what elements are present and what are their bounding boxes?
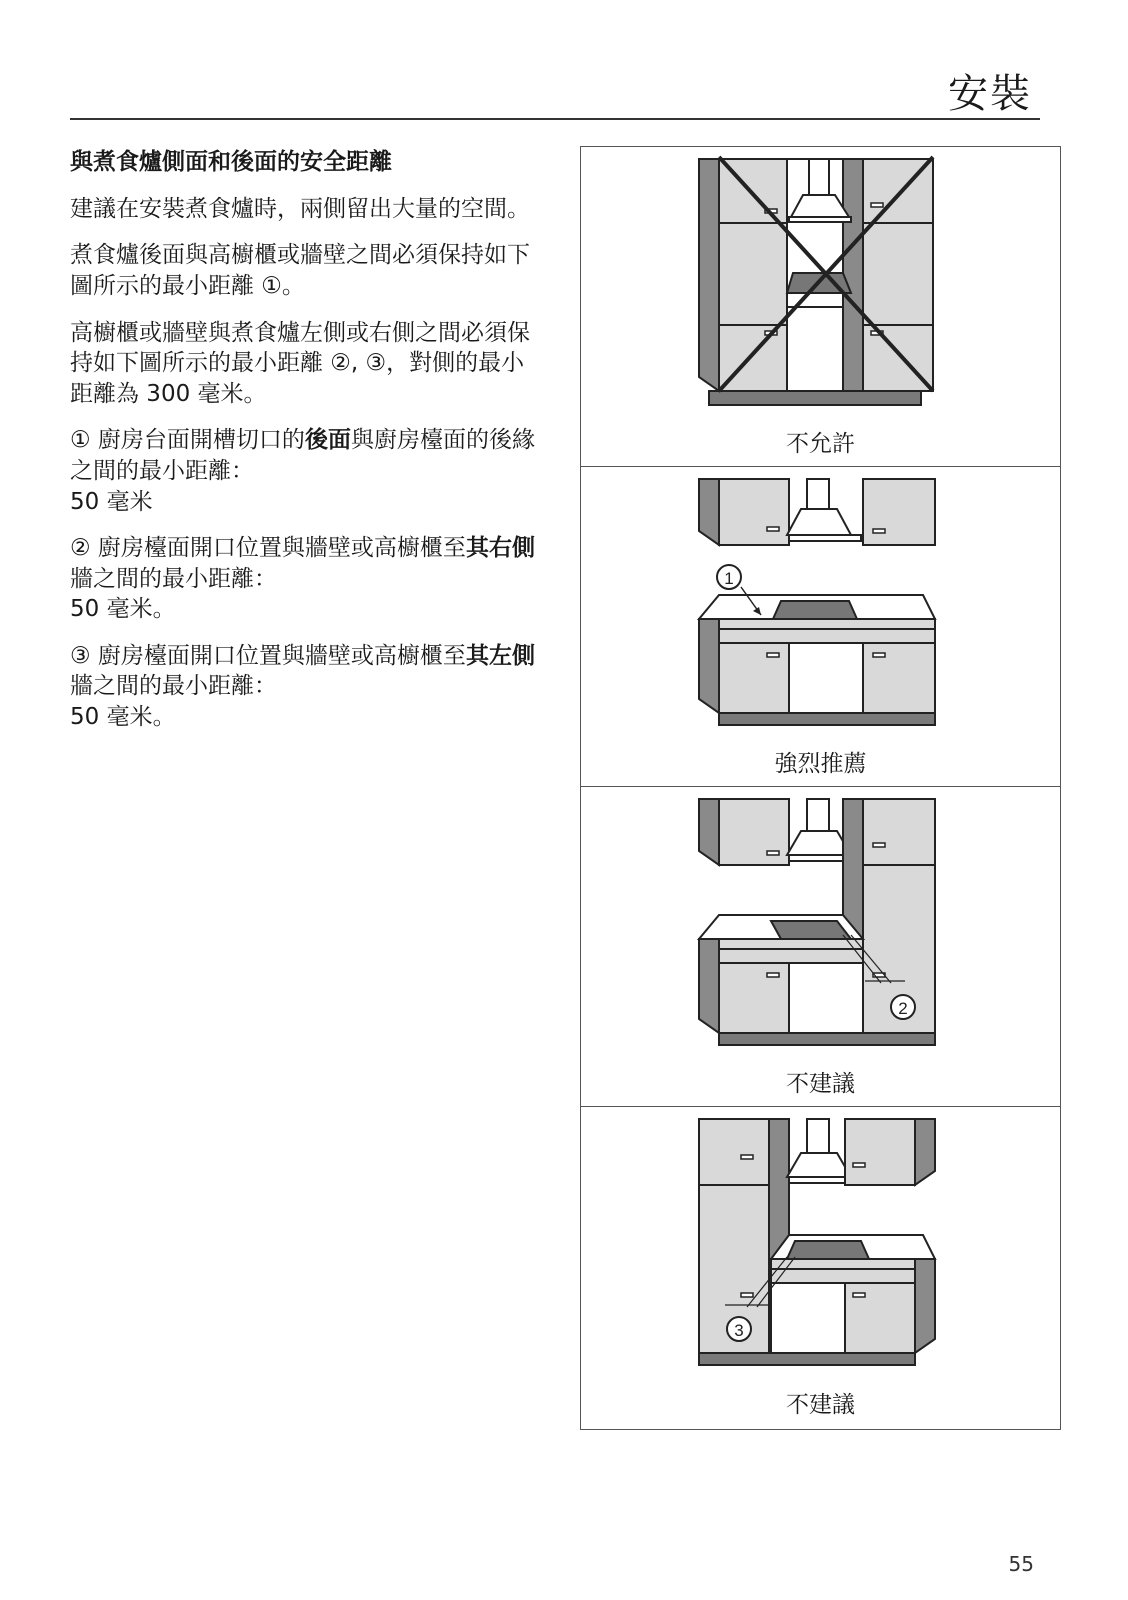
panel-caption-not-recommended-right: 不建議 xyxy=(786,1071,855,1097)
page-header-title: 安裝 xyxy=(948,71,1032,117)
instructions-column xyxy=(70,140,538,749)
illustration-not-allowed xyxy=(581,147,1061,467)
paragraph-rear-distance: 煮食爐後面與高櫥櫃或牆壁之間必須保持如下圖所示的最小距離 ①。 xyxy=(70,242,530,300)
callout-1-label: 1 xyxy=(724,569,734,588)
marker-1: ① xyxy=(70,427,91,454)
panel-caption-not-recommended-left: 不建議 xyxy=(786,1392,855,1418)
page-number: 55 xyxy=(1008,1552,1034,1576)
item-1-bold: 後面 xyxy=(304,427,351,454)
item-3-value: 50 毫米。 xyxy=(70,703,176,730)
section-heading: 與煮食爐側面和後面的安全距離 xyxy=(70,149,392,175)
item-1-text-b: 與廚房檯面的後緣之間的最小距離： xyxy=(70,427,535,484)
item-2-text-b: 牆之間的最小距離： xyxy=(70,565,277,592)
panel-caption-not-allowed: 不允許 xyxy=(786,431,855,457)
marker-3: ③ xyxy=(70,642,91,669)
illustration-not-recommended-right xyxy=(581,787,1061,1107)
panel-not-recommended-left xyxy=(581,1107,1060,1427)
marker-2: ② xyxy=(70,535,91,562)
panel-recommended xyxy=(581,467,1060,787)
installation-figure xyxy=(580,146,1061,1430)
item-1-value: 50 毫米 xyxy=(70,488,153,515)
panel-not-allowed xyxy=(581,147,1060,467)
callout-3-label: 3 xyxy=(734,1321,744,1340)
item-2-value: 50 毫米。 xyxy=(70,596,176,623)
illustration-recommended xyxy=(581,467,1061,787)
distance-item-2 xyxy=(70,533,538,625)
callout-2-label: 2 xyxy=(898,999,908,1018)
item-3-text-a: 廚房檯面開口位置與牆壁或高櫥櫃至 xyxy=(90,642,466,669)
paragraph-side-distance: 高櫥櫃或牆壁與煮食爐左側或右側之間必須保持如下圖所示的最小距離 ②, ③，對側的最小距離為 300 毫米。 xyxy=(70,319,530,407)
header-divider xyxy=(70,118,1040,120)
distance-item-3 xyxy=(70,641,538,733)
item-3-text-b: 牆之間的最小距離： xyxy=(70,673,277,700)
item-3-bold: 其左側 xyxy=(465,642,535,669)
panel-not-recommended-right xyxy=(581,787,1060,1107)
distance-item-1 xyxy=(70,425,538,517)
item-1-text-a: 廚房台面開槽切口的 xyxy=(90,427,305,454)
paragraph-side-space: 建議在安裝煮食爐時，兩側留出大量的空間。 xyxy=(70,195,530,222)
item-2-text-a: 廚房檯面開口位置與牆壁或高櫥櫃至 xyxy=(90,535,466,562)
illustration-not-recommended-left xyxy=(581,1107,1061,1427)
item-2-bold: 其右側 xyxy=(465,535,535,562)
panel-caption-recommended: 強烈推薦 xyxy=(774,751,867,777)
